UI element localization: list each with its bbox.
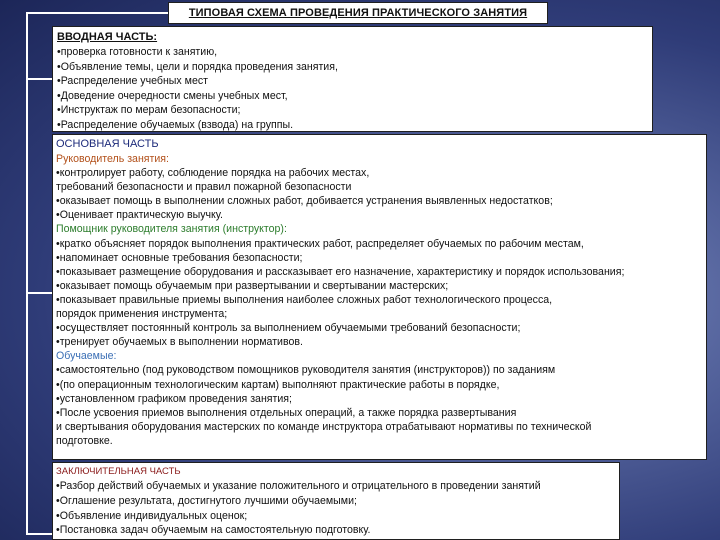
intro-section xyxy=(52,26,653,132)
assistant-item: •напоминает основные требования безопасности; xyxy=(56,251,303,264)
leader-item: требований безопасности и правил пожарной безопасности xyxy=(56,181,352,194)
trainees-item: •(по операционным технологическим картам) выполняют практические работы в порядке, xyxy=(56,378,500,391)
assistant-item: •кратко объясняет порядок выполнения практических работ, распределяет обучаемых по рабочим местам, xyxy=(56,237,584,250)
connector-final xyxy=(26,533,52,535)
trainees-item: •установленном графиком проведения занятия; xyxy=(56,392,292,405)
assistant-item: •осуществляет постоянный контроль за выполнением обучаемыми требований безопасности; xyxy=(56,322,521,335)
intro-item: •проверка готовности к занятию, xyxy=(57,46,218,58)
trainees-item: •После усвоения приемов выполнения отдельных операций, а также порядка развертывания xyxy=(56,406,517,419)
connector-intro xyxy=(26,78,52,80)
intro-heading: ВВОДНАЯ ЧАСТЬ: xyxy=(57,31,158,43)
leader-item: •оказывает помощь в выполнении сложных работ, добивается устранения выявленных недостатков; xyxy=(56,195,553,208)
trainees-label: Обучаемые: xyxy=(56,350,117,363)
final-item: •Оглашение результата, достигнутого лучшими обучаемыми; xyxy=(56,494,357,507)
intro-item: •Доведение очередности смены учебных мест, xyxy=(57,89,288,102)
assistant-label: Помощник руководителя занятия (инструктор): xyxy=(56,223,287,236)
main-section xyxy=(52,134,707,460)
trainees-item: и свертывания оборудования мастерских по команде инструктора отрабатывают нормативы по технической xyxy=(56,420,592,433)
intro-item: •Распределение учебных мест xyxy=(57,75,208,88)
leader-item: •контролирует работу, соблюдение порядка на рабочих местах, xyxy=(56,167,370,180)
final-item: •Объявление индивидуальных оценок; xyxy=(56,509,248,522)
connector-top xyxy=(26,12,168,14)
assistant-item: •показывает размещение оборудования и рассказывает его назначение, характеристику и порядок использования; xyxy=(56,265,625,278)
assistant-item: •тренирует обучаемых в выполнении нормативов. xyxy=(56,336,303,349)
connector-vertical xyxy=(26,12,28,535)
main-heading: ОСНОВНАЯ ЧАСТЬ xyxy=(56,138,159,150)
leader-label: Руководитель занятия: xyxy=(56,153,169,165)
final-section xyxy=(52,462,620,540)
assistant-item: •оказывает помощь обучаемым при развертывании и свертывании мастерских; xyxy=(56,279,449,292)
intro-item: •Объявление темы, цели и порядка проведения занятия, xyxy=(57,60,338,73)
connector-main xyxy=(26,292,52,294)
trainees-item: •самостоятельно (под руководством помощников руководителя занятия (инструкторов)) по заданиям xyxy=(56,364,556,377)
assistant-item: •показывает правильные приемы выполнения наиболее сложных работ технологического процесса, xyxy=(56,293,553,306)
leader-item: •Оценивает практическую выучку. xyxy=(56,209,223,222)
final-item: •Разбор действий обучаемых и указание положительного и отрицательного в проведении занятий xyxy=(56,480,541,492)
final-item: •Постановка задач обучаемым на самостоятельную подготовку. xyxy=(56,524,371,537)
intro-item: •Инструктаж по мерам безопасности; xyxy=(57,104,241,117)
trainees-item: подготовке. xyxy=(56,434,113,447)
assistant-item: порядок применения инструмента; xyxy=(56,308,228,321)
page-title: ТИПОВАЯ СХЕМА ПРОВЕДЕНИЯ ПРАКТИЧЕСКОГО ЗАНЯТИЯ xyxy=(168,2,548,24)
intro-item: •Распределение обучаемых (взвода) на группы. xyxy=(57,118,294,131)
final-heading: ЗАКЛЮЧИТЕЛЬНАЯ ЧАСТЬ xyxy=(56,466,181,477)
